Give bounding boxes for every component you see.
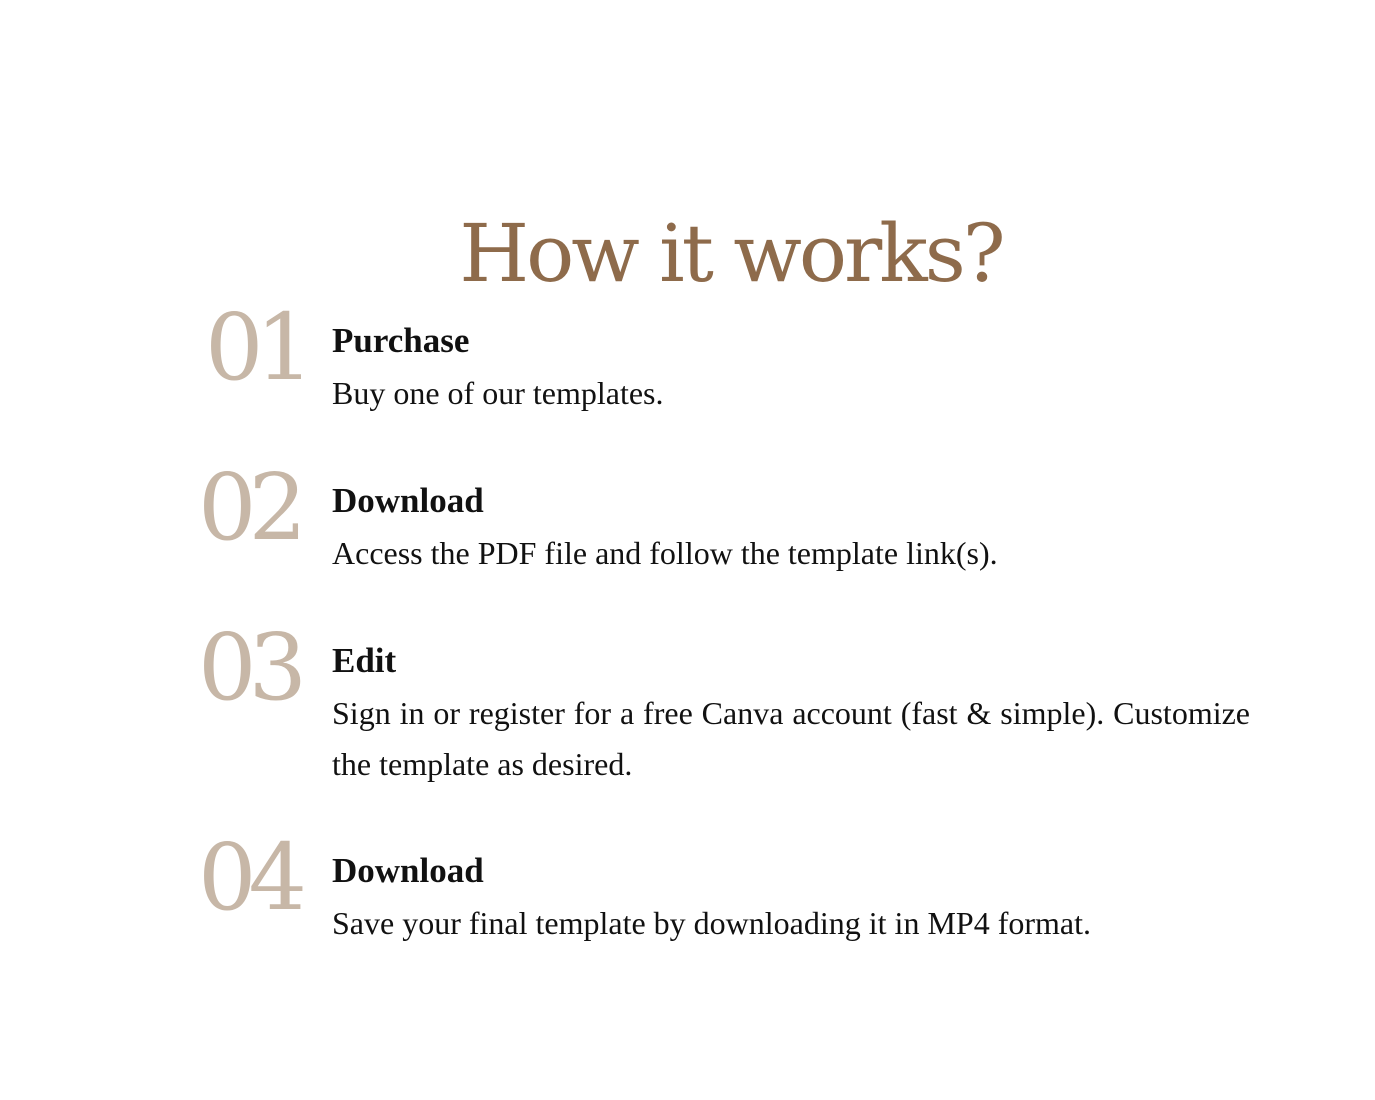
step-title: Download bbox=[332, 481, 484, 520]
step-description: Sign in or register for a free Canva account (fast & simple). Customize the template as desired. bbox=[332, 695, 1250, 782]
step-number: 02 bbox=[198, 454, 300, 561]
step-number: 03 bbox=[198, 614, 300, 721]
page-title: How it works? bbox=[459, 206, 1003, 300]
step-description: Buy one of our templates. bbox=[332, 375, 664, 411]
step-number: 01 bbox=[205, 294, 307, 401]
step-title: Edit bbox=[332, 641, 397, 680]
step-title: Purchase bbox=[332, 321, 470, 360]
step-description: Access the PDF file and follow the template link(s). bbox=[332, 535, 998, 571]
step-title: Download bbox=[332, 851, 484, 890]
step-number: 04 bbox=[198, 824, 300, 931]
step-description: Save your final template by downloading it in MP4 format. bbox=[332, 905, 1091, 941]
